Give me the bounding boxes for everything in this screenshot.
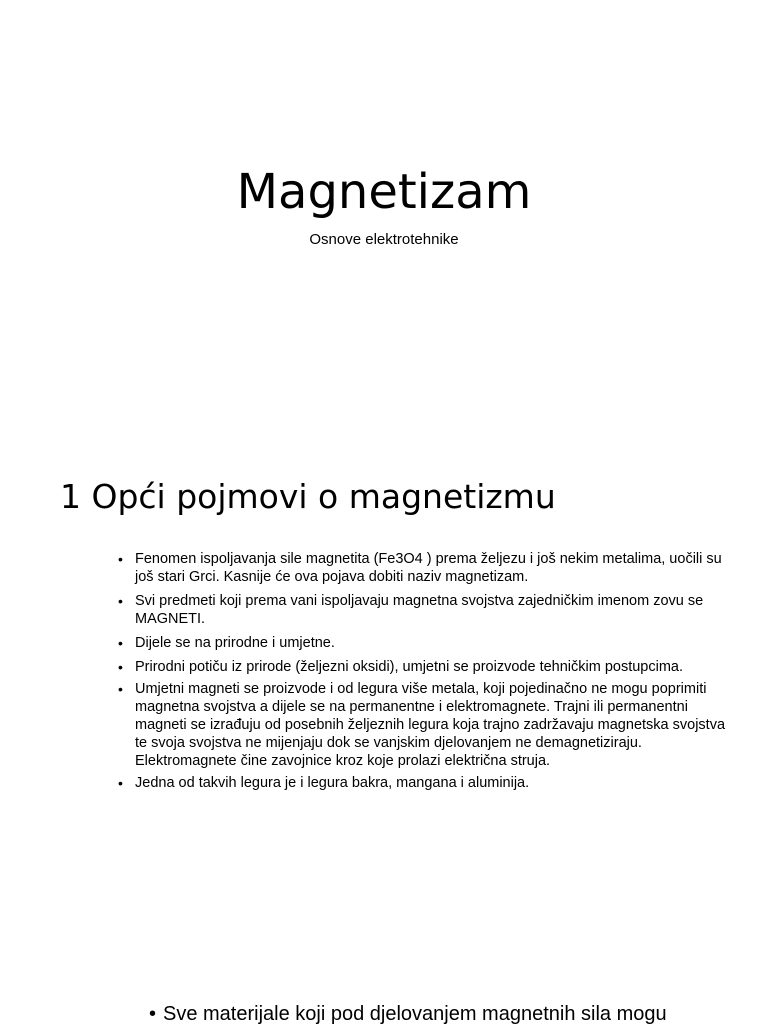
bullet-list (118, 550, 728, 798)
bullet-item: • Umjetni magneti se proizvode i od legura više metala, koji pojedinačno ne mogu poprimiti magnetna svojstva a dijele se na permanentne i elektromagnete. Trajni ili permanentni magneti se izrađuju od posebnih željeznih legura koja trajno zadržavaju magnetska svojstva te svoja svojstva ne mijenjaju dok se vanjskim djelovanjem ne demagnetiziraju. Elektromagnete čine zavojnice kroz koje prolazi električna struja. (118, 680, 728, 770)
bullet-item: • Svi predmeti koji prema vani ispoljavaju magnetna svojstva zajedničkim imenom zovu se MAGNETI. (118, 592, 728, 628)
bullet-item: • Fenomen ispoljavanja sile magnetita (Fe3O4 ) prema željezu i još nekim metalima, uočili su još stari Grci. Kasnije će ova pojava dobiti naziv magnetizam. (118, 550, 728, 586)
partial-bullet-item (149, 1001, 749, 1024)
section-heading: 1 Opći pojmovi o magnetizmu (60, 477, 556, 516)
bullet-dot: • (149, 1003, 157, 1024)
slide-title: Magnetizam (236, 164, 532, 220)
partial-bullet-text: Sve materijale koji pod djelovanjem magnetnih sila mogu (163, 1003, 667, 1024)
slide-subtitle: Osnove elektrotehnike (309, 231, 459, 248)
bullet-item: • Dijele se na prirodne i umjetne. (118, 634, 728, 652)
bullet-item: • Jedna od takvih legura je i legura bakra, mangana i aluminija. (118, 774, 728, 792)
bullet-item: • Prirodni potiču iz prirode (željezni oksidi), umjetni se proizvode tehničkim postupcima. (118, 658, 728, 676)
